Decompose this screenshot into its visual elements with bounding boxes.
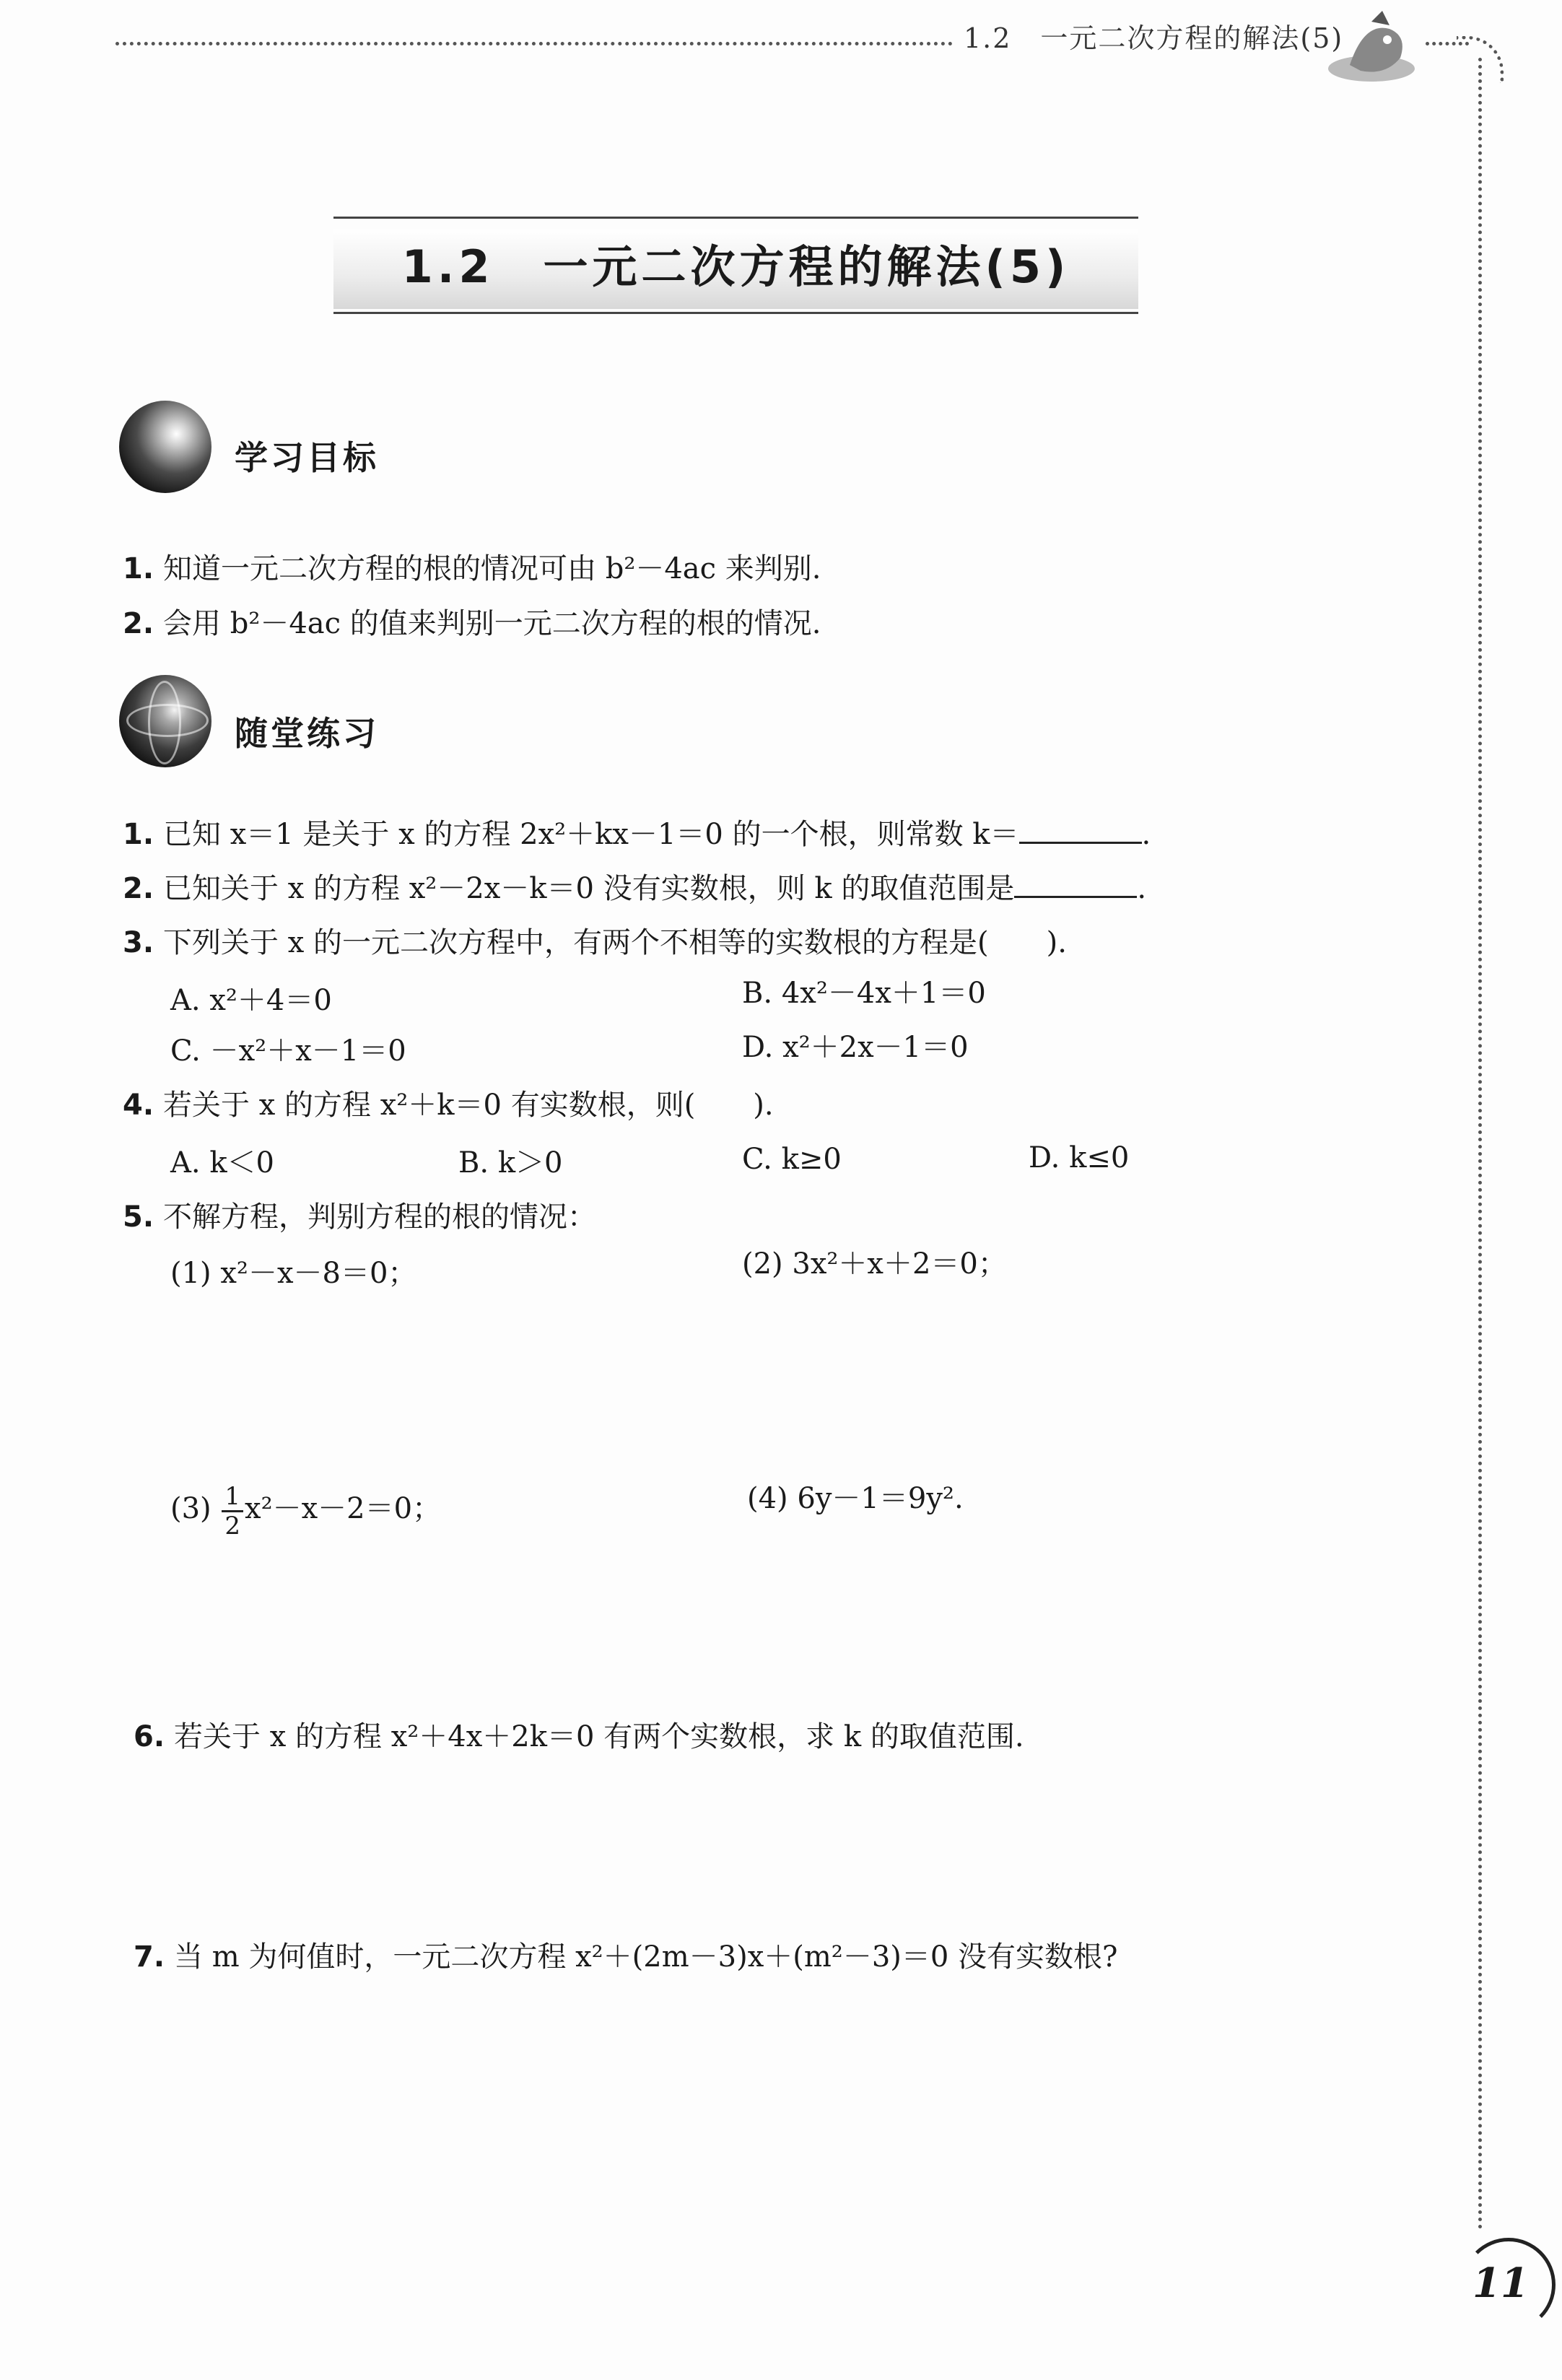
option-a: A. k＜0	[170, 1146, 275, 1180]
question-4	[123, 1086, 774, 1124]
title-top-rule	[333, 217, 1138, 219]
mascot-decoration-icon	[1321, 7, 1429, 87]
section-heading-goals: 学习目标	[235, 438, 379, 477]
option-c: C. －x²＋x－1＝0	[170, 1034, 406, 1068]
question-7	[134, 1938, 1118, 1976]
question-2	[123, 870, 1146, 907]
subpart-label: (3)	[170, 1492, 211, 1525]
item-number: 1.	[123, 552, 154, 585]
question-number: 6.	[134, 1720, 165, 1753]
question-number: 2.	[123, 872, 154, 905]
question-3	[123, 924, 1067, 962]
item-number: 2.	[123, 607, 154, 640]
option-d: D. k≤0	[1029, 1141, 1130, 1174]
question-number: 7.	[134, 1940, 165, 1974]
subpart-4: (4) 6y－1＝9y².	[747, 1482, 964, 1515]
question-text: 不解方程，判别方程的根的情况：	[163, 1200, 596, 1234]
question-text: 已知 x＝1 是关于 x 的方程 2x²＋kx－1＝0 的一个根，则常数 k＝	[163, 818, 1019, 851]
question-text: 当 m 为何值时，一元二次方程 x²＋(2m－3)x＋(m²－3)＝0 没有实数根?	[174, 1940, 1118, 1974]
title-bottom-rule	[333, 312, 1138, 314]
sphere-icon	[119, 401, 211, 493]
fraction-one-half	[222, 1483, 243, 1540]
question-number: 1.	[123, 818, 154, 851]
answer-blank[interactable]	[1014, 870, 1137, 898]
question-end: .	[1137, 872, 1147, 905]
subpart-2: (2) 3x²＋x＋2＝0；	[742, 1247, 1007, 1281]
question-number: 5.	[123, 1200, 154, 1234]
item-text: 知道一元二次方程的根的情况可由 b²－4ac 来判别.	[163, 552, 821, 585]
running-header-title: 1.2 一元二次方程的解法(5)	[964, 22, 1344, 54]
goal-item-1	[123, 550, 821, 588]
subpart-1: (1) x²－x－8＝0；	[170, 1257, 417, 1290]
fraction-denominator: 2	[224, 1511, 241, 1540]
fraction-numerator: 1	[222, 1483, 243, 1512]
question-text: 下列关于 x 的一元二次方程中，有两个不相等的实数根的方程是( ).	[163, 926, 1067, 959]
question-text: 若关于 x 的方程 x²＋k＝0 有实数根，则( ).	[163, 1089, 774, 1122]
item-text: 会用 b²－4ac 的值来判别一元二次方程的根的情况.	[163, 607, 821, 640]
subpart-3	[170, 1480, 441, 1540]
question-end: .	[1141, 818, 1151, 851]
section-heading-practice: 随堂练习	[235, 714, 379, 753]
question-5	[123, 1198, 596, 1236]
question-1	[123, 816, 1151, 853]
question-number: 4.	[123, 1089, 154, 1122]
option-b: B. k＞0	[458, 1146, 563, 1180]
question-number: 3.	[123, 926, 154, 959]
globe-icon	[119, 675, 211, 767]
subpart-equation: x²－x－2＝0；	[245, 1492, 442, 1525]
header-dotted-rule-left	[115, 42, 953, 45]
option-d: D. x²＋2x－1＝0	[742, 1031, 969, 1064]
page-number: 11	[1472, 2259, 1529, 2307]
question-text: 若关于 x 的方程 x²＋4x＋2k＝0 有两个实数根，求 k 的取值范围.	[174, 1720, 1024, 1753]
question-text: 已知关于 x 的方程 x²－2x－k＝0 没有实数根，则 k 的取值范围是	[163, 872, 1015, 905]
right-dotted-border	[1478, 58, 1482, 2231]
goal-item-2	[123, 605, 821, 642]
question-6	[134, 1718, 1024, 1756]
option-b: B. 4x²－4x＋1＝0	[742, 977, 986, 1010]
option-a: A. x²＋4＝0	[170, 984, 332, 1017]
option-c: C. k≥0	[742, 1143, 842, 1176]
page-title: 1.2 一元二次方程的解法(5)	[401, 240, 1070, 293]
answer-blank[interactable]	[1019, 816, 1142, 844]
